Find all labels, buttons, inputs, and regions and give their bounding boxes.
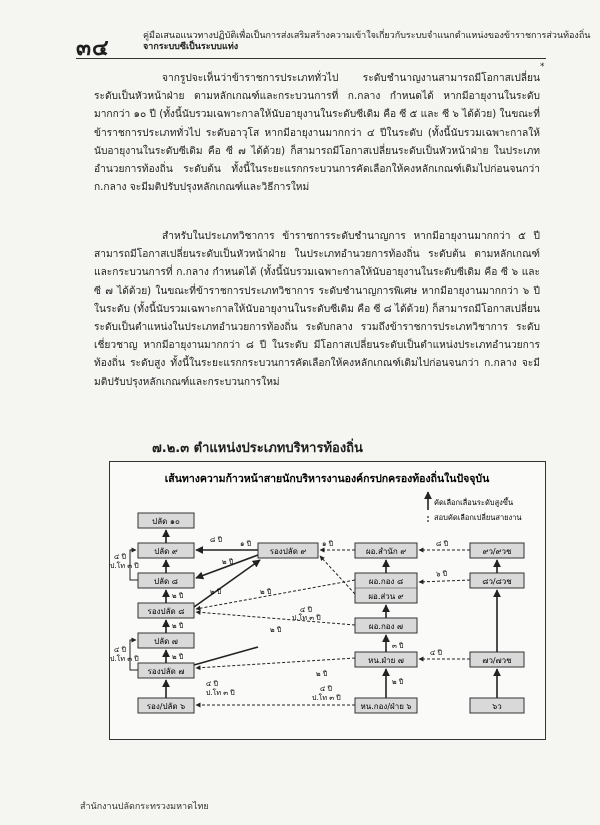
label-8y: ๘ ปี <box>210 536 223 544</box>
diagram-title: เส้นทางความก้าวหน้าสายนักบริหารงานองค์กรปกครองท้องถิ่นในปัจจุบัน <box>164 473 490 485</box>
label-c9: ๙ว/๙วช <box>482 547 512 556</box>
label-ropalad6: รอง/ปลัด ๖ <box>146 702 186 711</box>
header-title-line1: คู่มือเสนอแนวทางปฏิบัติเพื่อเป็นการส่งเสริมสร้างความเข้าใจเกี่ยวกับระบบจำแนกตำแหน่งของข้าราชการส่วนท้องถิ่น <box>143 31 591 41</box>
label-2y-e: ๒ ปี <box>172 653 184 661</box>
star-mark: * <box>540 62 545 72</box>
label-por-kong8: ผอ.กอง ๘ <box>368 577 404 586</box>
label-6y: ๖ ปี <box>436 570 448 578</box>
legend-solid-label: คัดเลือกเลื่อนระดับสูงขึ้น <box>434 498 514 507</box>
label-pt3-a: ป.โท ๓ ปี <box>110 562 139 570</box>
label-4y-f: ๔ ปี <box>430 649 442 657</box>
label-1y-a: ๑ ปี <box>240 540 252 548</box>
label-ropalad7: รองปลัด ๗ <box>147 667 185 676</box>
page-number: ๓๔ <box>76 36 110 61</box>
label-por-kong7: ผอ.กอง ๗ <box>368 622 404 631</box>
paragraph-2-text: สำหรับในประเภทวิชาการ ข้าราชการระดับชำนาญการ หากมีอายุงานมากกว่า ๕ ปี สามารถมีโอกาสเปลี่ยนระดับเป็นหัวหน้าฝ่าย ในประเภทอำนวยการท้องถิ่น ระดับต้น ตามหลักเกณฑ์และกระบวนการที่ ก.กลาง กำหนดได้ (ทั้งนี้นับรวมเฉพาะกาลให้นับอายุงานในระดับซีเดิม คือ ซี ๖ และ ซี ๗ ได้ด้วย) ในขณะที่ข้าราชการประเภทวิชาการ ระดับชำนาญการพิเศษ หากมีอายุงานมากกว่า ๖ ปี ในระดับ (ทั้งนี้นับรวมเฉพาะกาลให้นับอายุงานในระดับซีเดิม คือ ซี ๘ ได้ด้วย) ก็สามารถมีโอกาสเปลี่ยนระดับเป็นตำแหน่งในประเภทอำนวยการท้องถิ่น ระดับกลาง รวมถึงข้าราชการประเภทวิชาการ ระดับเชี่ยวชาญ หากมีอายุงานมากกว่า ๘ ปี ในระดับ มีโอกาสเปลี่ยนระดับเป็นตำแหน่งประเภทอำนวยการท้องถิ่น ระดับสูง ทั้งนี้ในระยะแรกกระบวนการคัดเลือกให้คงหลักเกณฑ์เดิมไปก่อนจนกว่า ก.กลาง จะมีมติปรับปรุงหลักเกณฑ์และกระบวนการใหม่ <box>94 231 540 388</box>
paragraph-1-text: จากรูปจะเห็นว่าข้าราชการประเภททั่วไป ระดับชำนาญงานสามารถมีโอกาสเปลี่ยนระดับเป็นหัวหน้าฝ่าย ตามหลักเกณฑ์และกระบวนการที่ ก.กลาง กำหนดได้ หากมีอายุงานในระดับมากกว่า ๑๐ ปี (ทั้งนี้นับรวมเฉพาะกาลให้นับอายุงานในระดับซีเดิม คือ ซี ๕ และ ซี ๖ ได้ด้วย) ในขณะที่ข้าราชการประเภททั่วไป ระดับอาวุโส หากมีอายุงานมากกว่า ๔ ปีในระดับ (ทั้งนี้นับรวมเฉพาะกาลให้นับอายุงานในระดับซีเดิม คือ ซี ๗ ได้ด้วย) ก็สามารถมีโอกาสเปลี่ยนระดับเป็นหัวหน้าฝ่าย ในประเภทอำนวยการท้องถิ่น ระดับต้น ทั้งนี้ในระยะแรกกระบวนการคัดเลือกให้คงหลักเกณฑ์เดิมไปก่อนจนกว่า ก.กลาง จะมีมติปรับปรุงหลักเกณฑ์และวิธีการใหม่ <box>94 73 540 194</box>
label-2y-d: ๒ ปี <box>172 622 184 630</box>
label-c6: ๖ว <box>492 702 502 711</box>
label-c8: ๘ว/๘วช <box>482 577 512 586</box>
legend-dashed-label: สอบคัดเลือกเปลี่ยนสายงาน <box>434 513 522 522</box>
dashed-arrows <box>196 550 470 705</box>
section-heading: ๗.๒.๓ ตำแหน่งประเภทบริหารท้องถิ่น <box>152 441 363 456</box>
dash-c8-pk8 <box>419 580 470 582</box>
dash-pk7-rp8 <box>196 612 355 625</box>
label-2y-h: ๒ ปี <box>316 670 328 678</box>
label-hon-fai7: หน.ฝ่าย ๗ <box>368 656 404 665</box>
label-hon-kong6: หน.กอง/ฝ่าย ๖ <box>360 702 412 711</box>
label-4y-a: ๔ ปี <box>114 553 126 561</box>
label-3y: ๓ ปี <box>392 642 404 650</box>
label-palad7: ปลัด ๗ <box>154 637 178 646</box>
label-4y-d: ๔ ปี <box>300 606 312 614</box>
label-palad10: ปลัด ๑๐ <box>152 517 180 526</box>
legend <box>428 492 522 522</box>
label-1y-b: ๑ ปี <box>322 540 334 548</box>
diagram-canvas <box>110 462 545 739</box>
paragraph-academic-type <box>94 228 540 392</box>
label-c7: ๗ว/๗วช <box>482 656 512 665</box>
label-2y-f: ๒ ปี <box>260 588 272 596</box>
paragraph-general-type <box>94 70 540 197</box>
dash-ps9b-rp9 <box>320 556 355 594</box>
label-2y-c: ๒ ปี <box>172 592 184 600</box>
label-2y-i: ๒ ปี <box>392 678 404 686</box>
label-por-suan9: ผอ.ส่วน ๙ <box>368 592 404 601</box>
label-2y-b: ๒ ปี <box>210 588 222 596</box>
label-pt3-d: ป.โท ๓ ปี <box>292 614 321 622</box>
label-palad8: ปลัด ๘ <box>154 577 178 586</box>
label-4y-e: ๔ ปี <box>320 685 332 693</box>
arrow-rp7-line <box>194 647 258 665</box>
label-2y-g: ๒ ปี <box>270 626 282 634</box>
label-ropalad9: รองปลัด ๙ <box>269 547 307 556</box>
footer-publisher: สำนักงานปลัดกระทรวงมหาดไทย <box>80 802 209 812</box>
label-palad9: ปลัด ๙ <box>154 547 178 556</box>
label-4y-b: ๔ ปี <box>114 646 126 654</box>
label-ropalad8: รองปลัด ๘ <box>147 607 185 616</box>
label-4y-c: ๔ ปี <box>206 680 218 688</box>
label-2y-a: ๒ ปี <box>222 558 234 566</box>
dash-hf7-rp7 <box>196 658 355 668</box>
header-title-line2: จากระบบซีเป็นระบบแท่ง <box>143 42 239 52</box>
header-rule <box>76 58 546 59</box>
label-8y-b: ๘ ปี <box>436 540 449 548</box>
career-path-diagram <box>109 461 546 740</box>
solid-arrows <box>166 530 497 698</box>
label-pt3-b: ป.โท ๓ ปี <box>110 655 139 663</box>
label-pt3-e: ป.โท ๓ ปี <box>312 694 341 702</box>
label-pt3-c: ป.โท ๓ ปี <box>206 689 235 697</box>
running-header <box>143 31 591 53</box>
label-por-samnak9: ผอ.สำนัก ๙ <box>365 547 407 556</box>
